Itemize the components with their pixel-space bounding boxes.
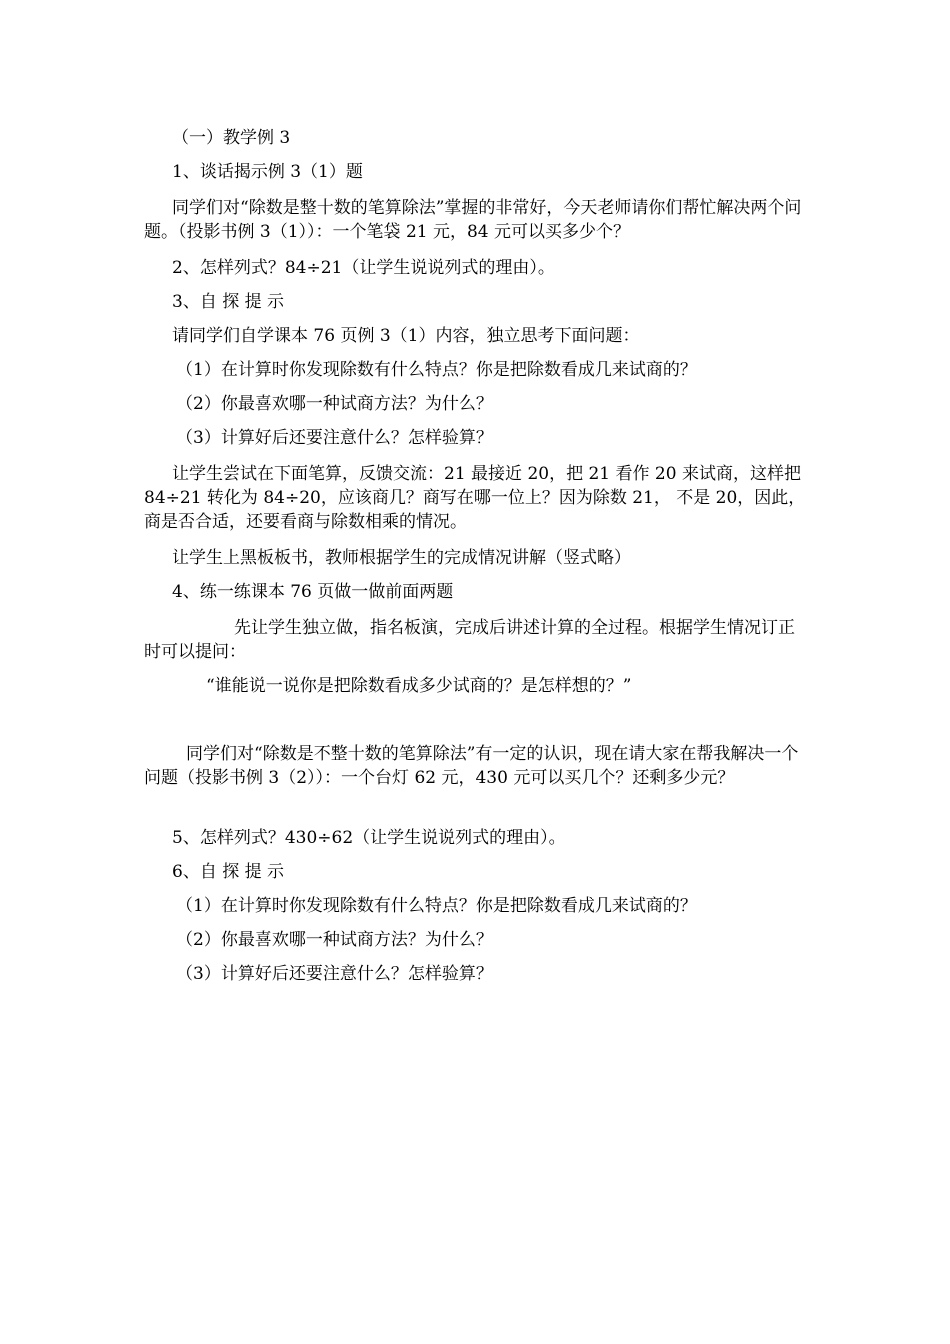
question-5: （2）你最喜欢哪一种试商方法？为什么？: [176, 930, 493, 950]
paragraph-practice: 先让学生独立做，指名板演，完成后讲述计算的全过程。根据学生情况订正时可以提问：: [144, 618, 795, 662]
question-4: （1）在计算时你发现除数有什么特点？你是把除数看成几来试商的？: [176, 896, 697, 916]
step-5: 5、怎样列式？430÷62（让学生说说列式的理由）。: [172, 828, 566, 848]
quote-question: “谁能说一说你是把除数看成多少试商的？是怎样想的？”: [206, 676, 632, 696]
paragraph-trial: 让学生尝试在下面笔算，反馈交流：21 最接近 20，把 21 看作 20 来试商，这样把 84÷21 转化为 84÷20，应该商几？商写在哪一位上？因为除数 21， 不是 20，因此，商是否合适，还要看商与除数相乘的情况。: [144, 464, 806, 532]
step-4: 4、练一练课本 76 页做一做前面两题: [172, 582, 454, 602]
question-6: （3）计算好后还要注意什么？怎样验算？: [176, 964, 493, 984]
step-2: 2、怎样列式？84÷21（让学生说说列式的理由）。: [172, 258, 555, 278]
paragraph-board: 让学生上黑板板书，教师根据学生的完成情况讲解（竖式略）: [172, 548, 631, 568]
step-6: 6、自 探 提 示: [172, 862, 285, 882]
paragraph-self-study: 请同学们自学课本 76 页例 3（1）内容，独立思考下面问题：: [172, 326, 640, 346]
question-1: （1）在计算时你发现除数有什么特点？你是把除数看成几来试商的？: [176, 360, 697, 380]
step-1: 1、谈话揭示例 3（1）题: [172, 162, 363, 182]
section-heading: （一）教学例 3: [172, 128, 291, 148]
question-2: （2）你最喜欢哪一种试商方法？为什么？: [176, 394, 493, 414]
paragraph-example-2: 同学们对“除数是不整十数的笔算除法”有一定的认识，现在请大家在帮我解决一个问题（投影书例 3（2））：一个台灯 62 元，430 元可以买几个？还剩多少元？: [144, 744, 799, 788]
paragraph-intro: 同学们对“除数是整十数的笔算除法”掌握的非常好，今天老师请你们帮忙解决两个问题。（投影书例 3（1））：一个笔袋 21 元，84 元可以买多少个？: [144, 198, 802, 242]
question-3: （3）计算好后还要注意什么？怎样验算？: [176, 428, 493, 448]
step-3: 3、自 探 提 示: [172, 292, 285, 312]
